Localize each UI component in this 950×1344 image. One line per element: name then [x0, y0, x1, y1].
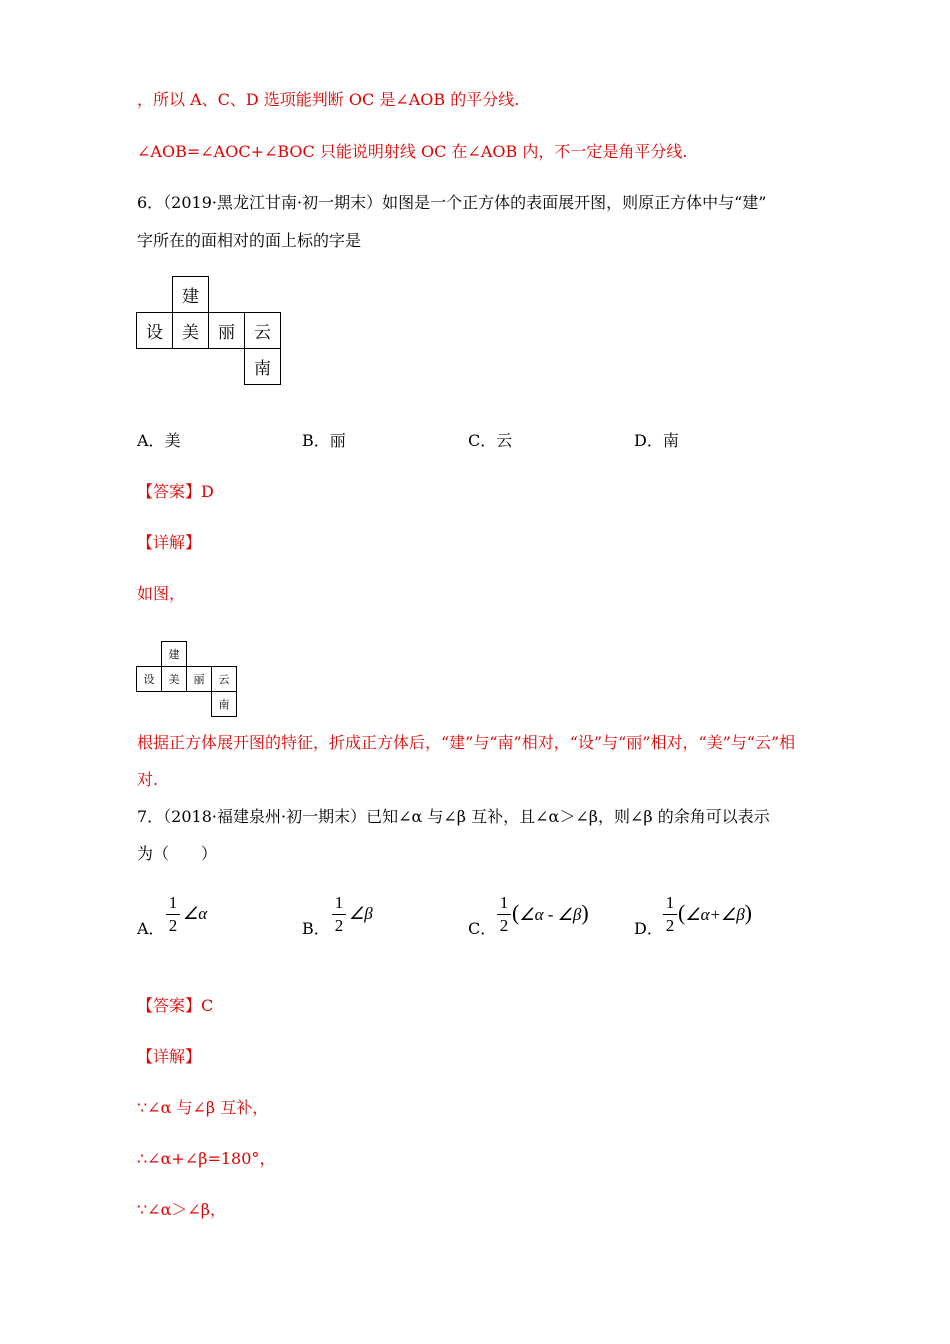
- q7-step-1: ∵∠α 与∠β 互补，: [137, 1098, 269, 1117]
- question-7-line-1: 7．（2018·福建泉州·初一期末）已知∠α 与∠β 互补，且∠α＞∠β，则∠β 的余角可以表示: [137, 807, 770, 826]
- question-6-line-2: 字所在的面相对的面上标的字是: [137, 231, 362, 250]
- q7-option-b-expr: ∠β: [349, 904, 373, 923]
- left-paren: (: [678, 900, 686, 925]
- fraction-denominator: 2: [168, 916, 178, 935]
- fraction-bar: [166, 914, 180, 915]
- net-cell-top: 建: [172, 276, 209, 313]
- q7-option-d-label: D．: [634, 919, 663, 938]
- q7-option-a-label: A．: [137, 919, 165, 938]
- net-small-cell-row-3: 丽: [186, 666, 212, 692]
- q7-step-3: ∵∠α＞∠β，: [137, 1200, 227, 1219]
- net-small-cell-bottom: 南: [211, 691, 237, 717]
- q6-option-d: D．南: [634, 431, 679, 450]
- net-cell-row-4: 云: [244, 312, 281, 349]
- net-cell-row-1: 设: [136, 312, 173, 349]
- q7-answer: 【答案】C: [137, 996, 214, 1015]
- q7-option-c-label: C．: [468, 919, 497, 938]
- net-cell-bottom: 南: [244, 348, 281, 385]
- net-cell-row-3: 丽: [208, 312, 245, 349]
- fraction-bar: [332, 914, 346, 915]
- question-7-line-2: 为（ ）: [137, 844, 218, 863]
- q7-option-c-fraction: [497, 893, 511, 936]
- fraction-denominator: 2: [334, 916, 344, 935]
- fraction-bar: [663, 914, 677, 915]
- q7-option-d-expr: (∠α+∠β): [678, 900, 752, 925]
- q7-option-d-fraction: [663, 893, 677, 936]
- net-small-cell-row-4: 云: [211, 666, 237, 692]
- q6-option-b: B．丽: [302, 431, 346, 450]
- q6-detail-heading: 【详解】: [137, 533, 202, 552]
- fraction-numerator: 1: [334, 893, 344, 912]
- question-6-line-1: 6．（2019·黑龙江甘南·初一期末）如图是一个正方体的表面展开图，则原正方体中与“建”: [137, 193, 767, 212]
- q7-option-a-expr: ∠α: [183, 904, 208, 923]
- q7-option-b-label: B．: [302, 919, 330, 938]
- fraction-numerator: 1: [499, 893, 509, 912]
- q7-option-c-expr: (∠α - ∠β): [512, 900, 589, 925]
- fraction-numerator: 1: [665, 893, 675, 912]
- right-paren: ): [581, 900, 589, 925]
- q6-answer: 【答案】D: [137, 482, 214, 501]
- q7-detail-heading: 【详解】: [137, 1047, 202, 1066]
- q6-detail-line-1: 如图，: [137, 584, 186, 603]
- q7-option-b-fraction: [332, 893, 346, 936]
- q6-detail-line-3: 对.: [137, 770, 159, 789]
- fraction-denominator: 2: [499, 916, 509, 935]
- q6-option-a: A．美: [137, 431, 181, 450]
- fraction-bar: [497, 914, 511, 915]
- solution-line-2: ∠AOB=∠AOC+∠BOC 只能说明射线 OC 在∠AOB 内，不一定是角平分线.: [137, 142, 688, 161]
- left-paren: (: [512, 900, 520, 925]
- right-paren: ): [744, 900, 752, 925]
- q6-detail-line-2: 根据正方体展开图的特征，折成正方体后，“建”与“南”相对，“设”与“丽”相对，“美”与“云”相: [137, 733, 796, 752]
- net-small-cell-row-2: 美: [161, 666, 187, 692]
- solution-line-1: ，所以 A、C、D 选项能判断 OC 是∠AOB 的平分线.: [137, 90, 520, 109]
- fraction-numerator: 1: [168, 893, 178, 912]
- net-small-cell-row-1: 设: [136, 666, 162, 692]
- q7-step-2: ∴∠α+∠β=180°，: [137, 1149, 276, 1168]
- net-cell-row-2: 美: [172, 312, 209, 349]
- q6-option-c: C．云: [468, 431, 513, 450]
- q7-option-a-fraction: [166, 893, 180, 936]
- fraction-denominator: 2: [665, 916, 675, 935]
- net-small-cell-top: 建: [161, 641, 187, 667]
